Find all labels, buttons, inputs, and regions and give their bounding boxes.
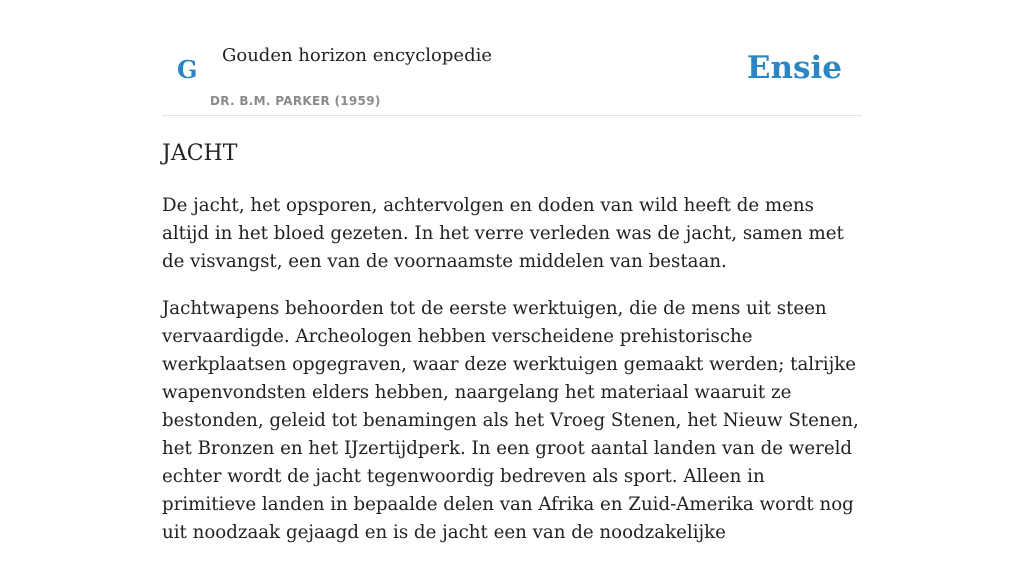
- author-credit: DR. B.M. PARKER (1959): [210, 94, 381, 108]
- article-paragraph: De jacht, het opsporen, achtervolgen en doden van wild heeft de mens altijd in het bloed gezeten. In het verre verleden was de jacht, samen met de visvangst, een van de voornaamste middelen van bestaan.: [162, 195, 844, 272]
- header: [162, 0, 862, 116]
- encyclopedia-title[interactable]: Gouden horizon encyclopedie: [222, 45, 492, 66]
- content-container: [162, 0, 862, 543]
- ensie-brand-logo[interactable]: Ensie: [746, 50, 842, 86]
- encyclopedia-logo[interactable]: G: [177, 55, 198, 84]
- article-body: [162, 192, 862, 566]
- article-heading: JACHT: [162, 141, 238, 166]
- article-paragraph: Jachtwapens behoorden tot de eerste werktuigen, die de mens uit steen vervaardigde. Archeologen hebben verscheidene prehistorische werkplaatsen opgegraven, waar deze werktuigen gemaakt werden; talrijke wapenvondsten elders hebben, naargelang het materiaal waaruit ze bestonden, geleid tot benamingen als het Vroeg Stenen, het Nieuw Stenen, het Bronzen en het IJzertijdperk. In een groot aantal landen van de wereld echter wordt de jacht tegenwoordig bedreven als sport. Alleen in primitieve landen in bepaalde delen van Afrika en Zuid-Amerika wordt nog uit noodzaak gejaagd en is de jacht een van de noodzakelijke: [162, 298, 859, 543]
